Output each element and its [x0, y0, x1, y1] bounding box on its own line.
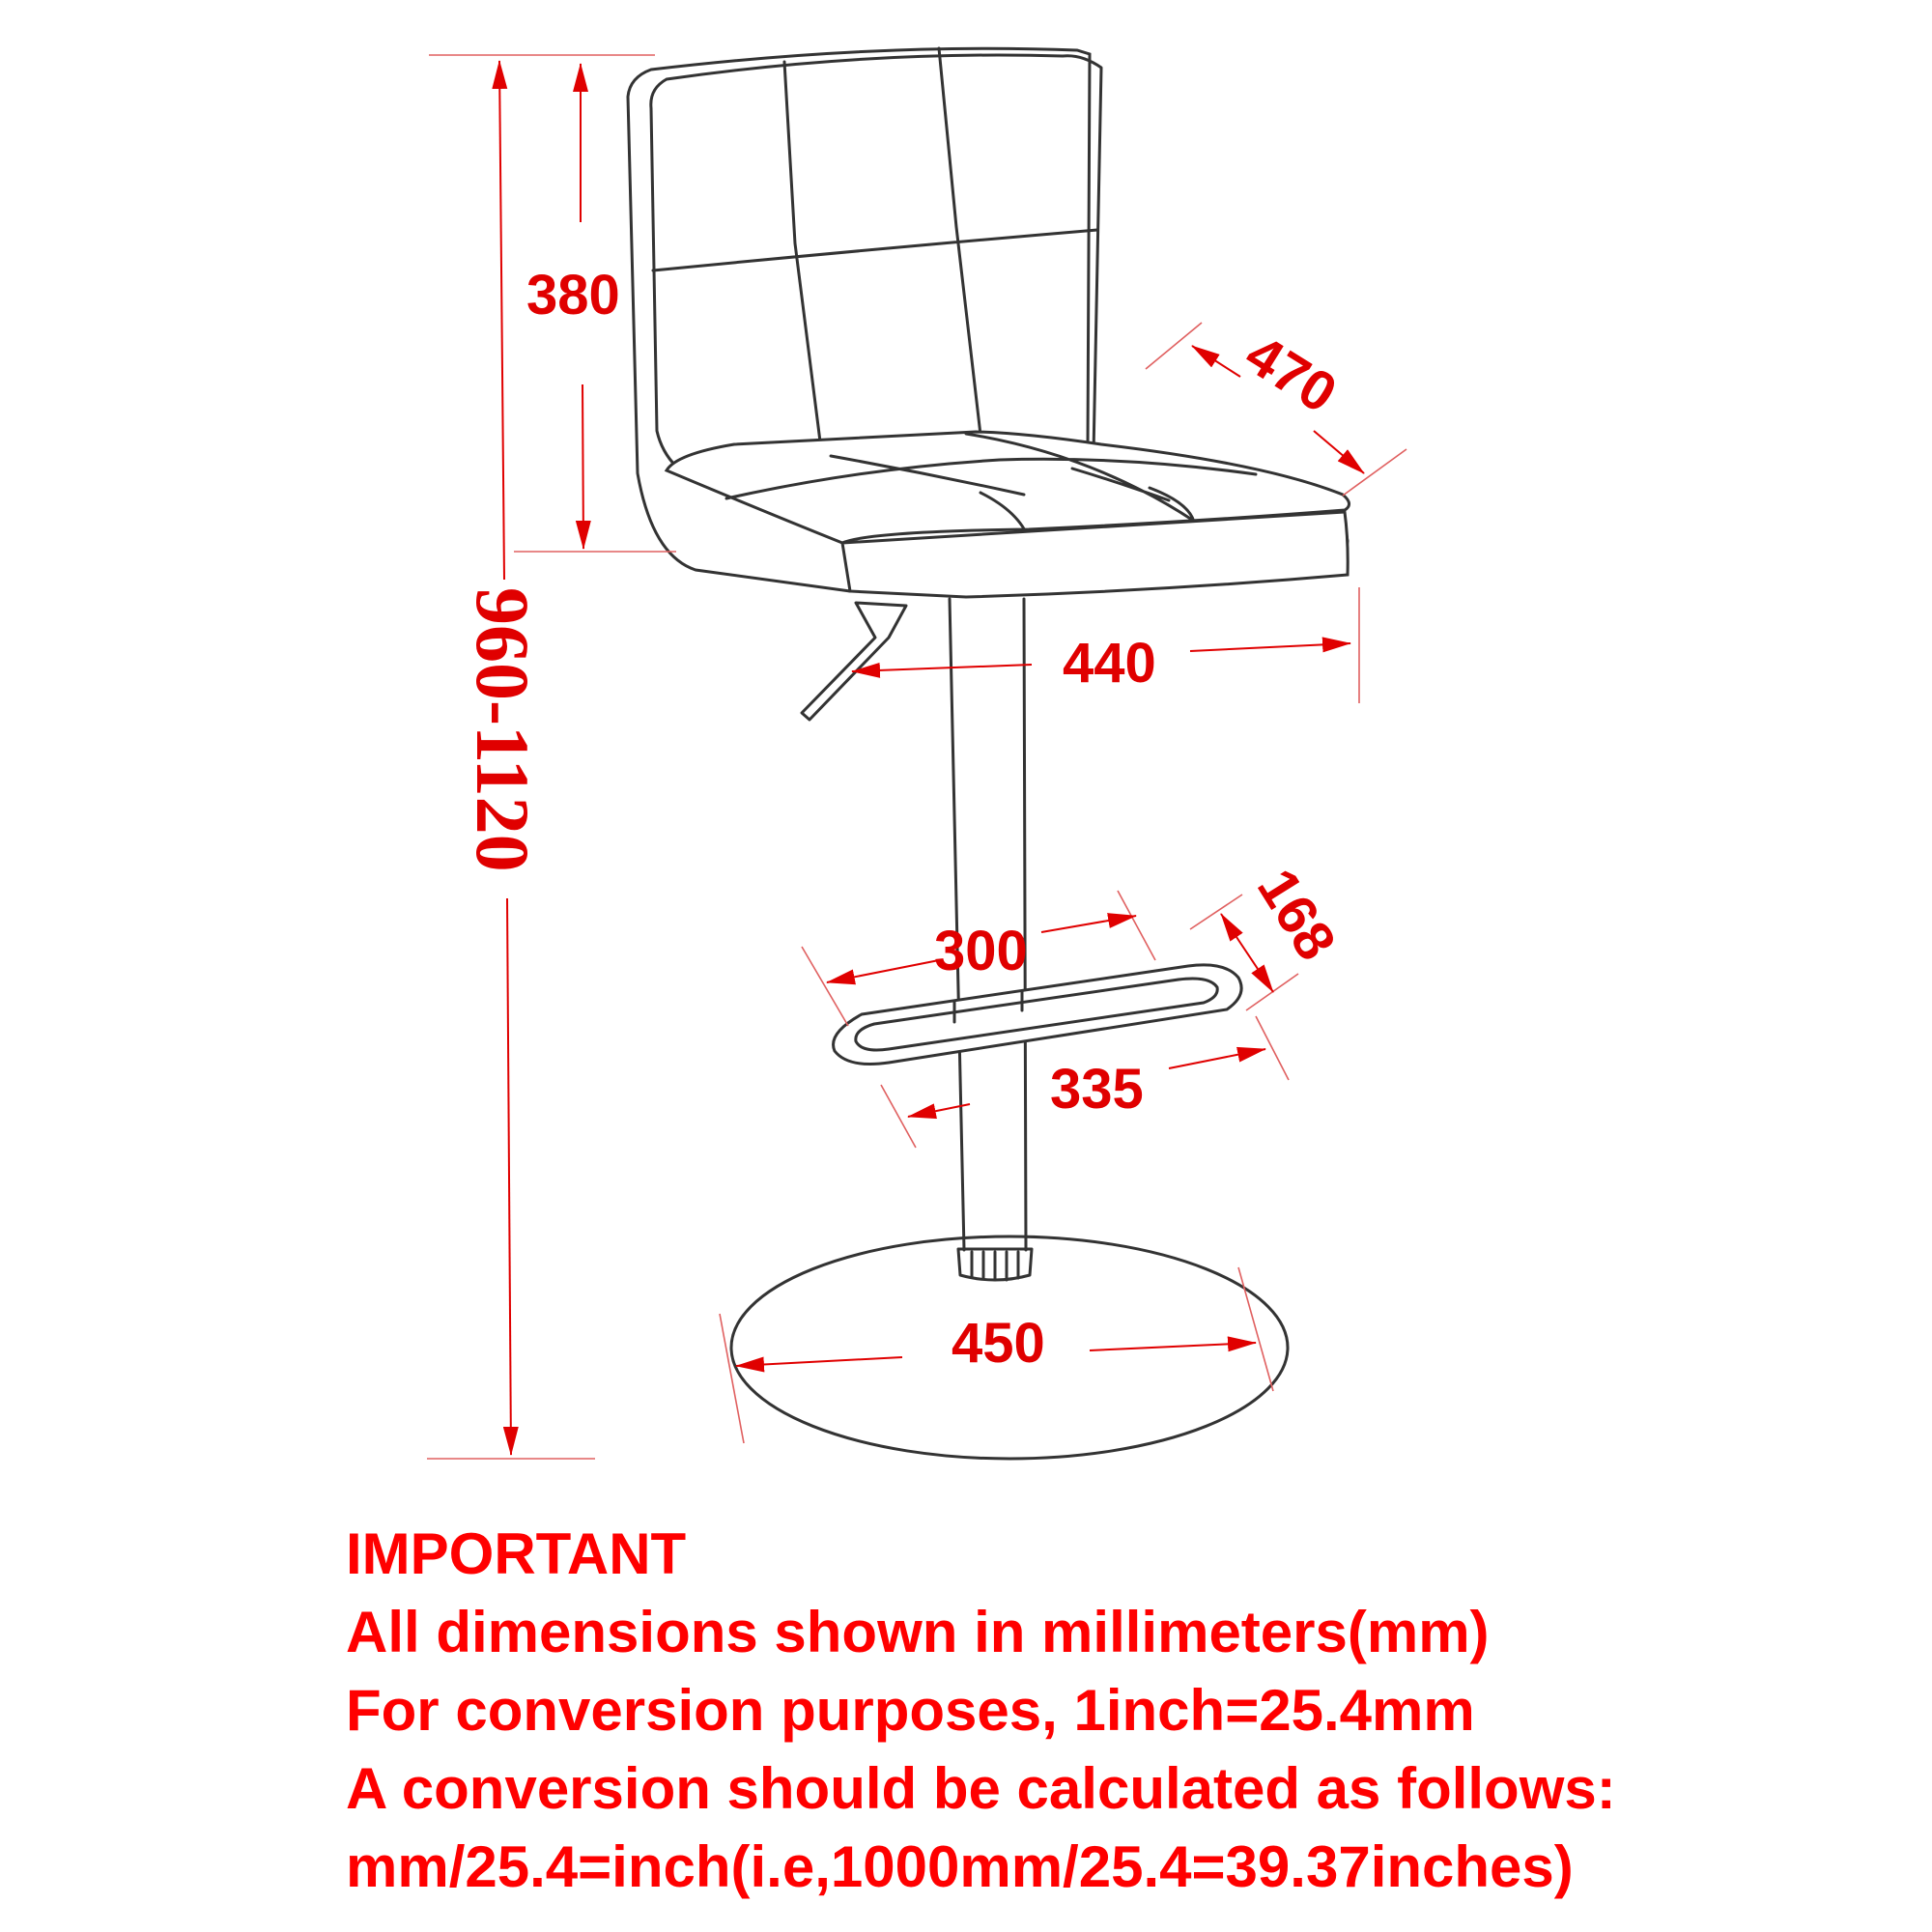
notes-heading: IMPORTANT	[346, 1521, 687, 1586]
important-notes	[346, 1515, 1911, 1906]
notes-line-units: All dimensions shown in millimeters(mm)	[346, 1600, 1490, 1664]
footrest-depth-label: 168	[1244, 858, 1349, 971]
seat-width-dimline-left	[852, 665, 1032, 671]
bar-stool-outline	[628, 48, 1350, 1459]
seat-height-range-label: 960-1120	[461, 587, 545, 872]
notes-line-method: A conversion should be calculated as follows:	[346, 1756, 1616, 1821]
footrest-width-label: 300	[934, 920, 1028, 982]
backrest-height-label: 380	[526, 264, 620, 327]
overall-height-dimline-upper	[499, 61, 504, 580]
seat-depth-dimline-upper	[1192, 346, 1240, 377]
overall-height-dimline-lower	[507, 898, 511, 1455]
footrest-outer-dimline-right	[1169, 1049, 1265, 1068]
base-diameter-label: 450	[952, 1312, 1045, 1375]
seat-depth-label: 470	[1235, 322, 1348, 426]
seat-width-label: 440	[1063, 632, 1156, 695]
adjust-lever	[802, 603, 906, 720]
footrest-outer-label: 335	[1050, 1058, 1144, 1121]
notes-line-formula: mm/25.4=inch(i.e,1000mm/25.4=39.37inches)	[346, 1834, 1574, 1899]
footrest-width-dimline-left	[827, 960, 939, 982]
footrest-width-dimline-right	[1041, 916, 1136, 932]
notes-line-conversion: For conversion purposes, 1inch=25.4mm	[346, 1678, 1475, 1743]
backrest-height-dimline-lower	[582, 384, 583, 549]
seat-depth-dimline-lower	[1314, 431, 1364, 473]
seat-width-dimline-right	[1190, 643, 1350, 651]
